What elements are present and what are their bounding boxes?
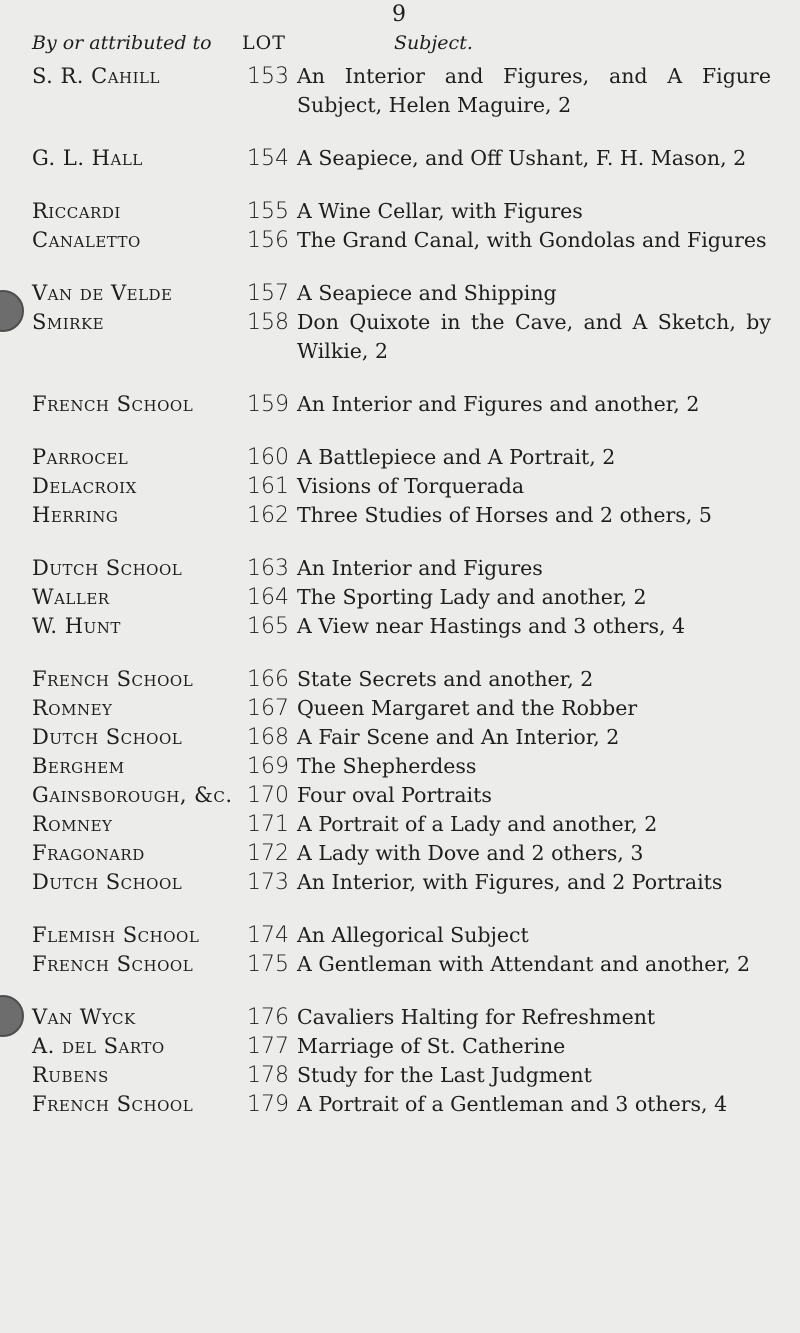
entry-artist: Delacroix (32, 474, 137, 498)
entry-subject: A Portrait of a Gentleman and 3 others, 4 (297, 1092, 728, 1116)
entry-artist: G. L. Hall (32, 146, 143, 170)
catalogue-entry (0, 839, 800, 868)
entry-artist: French School (32, 667, 194, 691)
entry-artist: Canaletto (32, 228, 141, 252)
catalogue-entries (0, 62, 800, 1119)
entry-artist: Fragonard (32, 841, 145, 865)
entry-lot-number: 173 (247, 870, 289, 895)
catalogue-entry (0, 197, 800, 226)
entry-artist: Waller (32, 585, 110, 609)
entry-artist: Romney (32, 812, 113, 836)
catalogue-entry (0, 501, 800, 530)
catalogue-entry (0, 612, 800, 641)
entry-lot-number: 163 (247, 556, 289, 581)
entry-lot-number: 174 (247, 923, 289, 948)
entry-lot-number: 172 (247, 841, 289, 866)
entry-subject: State Secrets and another, 2 (297, 667, 594, 691)
entry-lot-number: 165 (247, 614, 289, 639)
entry-artist: Dutch School (32, 556, 183, 580)
artist-column-header: By or attributed to (32, 32, 212, 54)
entry-subject: Visions of Torquerada (297, 474, 525, 498)
catalogue-entry (0, 308, 800, 366)
entry-subject: Study for the Last Judgment (297, 1063, 592, 1087)
entry-lot-number: 177 (247, 1034, 289, 1059)
entry-subject: A Seapiece, and Off Ushant, F. H. Mason, 2 (297, 146, 747, 170)
catalogue-entry (0, 723, 800, 752)
entry-artist: A. del Sarto (32, 1034, 165, 1058)
subject-column-header: Subject. (394, 32, 473, 54)
entry-subject: A Battlepiece and A Portrait, 2 (297, 445, 616, 469)
catalogue-entry (0, 279, 800, 308)
entry-subject: An Allegorical Subject (297, 923, 529, 947)
catalogue-entry (0, 868, 800, 897)
catalogue-entry (0, 950, 800, 979)
entry-subject: Queen Margaret and the Robber (297, 696, 638, 720)
entry-artist: Flemish School (32, 923, 200, 947)
entry-lot-number: 157 (247, 281, 289, 306)
entry-subject: A Fair Scene and An Interior, 2 (297, 725, 620, 749)
entry-lot-number: 156 (247, 228, 289, 253)
catalogue-entry (0, 1003, 800, 1032)
entry-lot-number: 154 (247, 146, 289, 171)
catalogue-entry (0, 472, 800, 501)
entry-artist: Smirke (32, 310, 105, 334)
entry-lot-number: 158 (247, 310, 289, 335)
catalogue-entry (0, 1061, 800, 1090)
entry-subject: An Interior and Figures (297, 556, 543, 580)
entry-lot-number: 153 (247, 64, 289, 89)
catalogue-entry (0, 752, 800, 781)
entry-lot-number: 179 (247, 1092, 289, 1117)
entry-subject: A Lady with Dove and 2 others, 3 (297, 841, 644, 865)
entry-subject: The Grand Canal, with Gondolas and Figures (297, 228, 767, 252)
catalogue-entry (0, 62, 800, 120)
entry-artist: Berghem (32, 754, 125, 778)
entry-artist: Gainsborough, &c. (32, 783, 233, 807)
entry-lot-number: 164 (247, 585, 289, 610)
entry-lot-number: 169 (247, 754, 289, 779)
entry-subject: An Interior and Figures and another, 2 (297, 392, 700, 416)
entry-artist: S. R. Cahill (32, 64, 160, 88)
entry-artist: Van Wyck (32, 1005, 136, 1029)
entry-lot-number: 167 (247, 696, 289, 721)
entry-artist: Riccardi (32, 199, 121, 223)
entry-subject: A Portrait of a Lady and another, 2 (297, 812, 658, 836)
entry-lot-number: 159 (247, 392, 289, 417)
catalogue-entry (0, 1032, 800, 1061)
entry-artist: Parrocel (32, 445, 129, 469)
entry-subject: An Interior and Figures, and A Figure Subject, Helen Maguire, 2 (297, 64, 771, 117)
entry-lot-number: 166 (247, 667, 289, 692)
entry-subject: Don Quixote in the Cave, and A Sketch, by Wilkie, 2 (297, 310, 771, 363)
catalogue-entry (0, 665, 800, 694)
entry-artist: Dutch School (32, 870, 183, 894)
entry-subject: A Wine Cellar, with Figures (297, 199, 583, 223)
catalogue-entry (0, 1090, 800, 1119)
entry-subject: An Interior, with Figures, and 2 Portraits (297, 870, 723, 894)
entry-subject: Marriage of St. Catherine (297, 1034, 566, 1058)
entry-artist: W. Hunt (32, 614, 121, 638)
entry-lot-number: 160 (247, 445, 289, 470)
entry-lot-number: 168 (247, 725, 289, 750)
entry-lot-number: 155 (247, 199, 289, 224)
entry-subject: Four oval Portraits (297, 783, 492, 807)
catalogue-entry (0, 144, 800, 173)
entry-lot-number: 178 (247, 1063, 289, 1088)
entry-artist: Rubens (32, 1063, 109, 1087)
entry-subject: The Sporting Lady and another, 2 (297, 585, 647, 609)
entry-subject: A Gentleman with Attendant and another, 2 (297, 952, 750, 976)
entry-artist: Romney (32, 696, 113, 720)
entry-lot-number: 171 (247, 812, 289, 837)
entry-lot-number: 175 (247, 952, 289, 977)
entry-subject: A View near Hastings and 3 others, 4 (297, 614, 686, 638)
catalogue-entry (0, 443, 800, 472)
entry-artist: French School (32, 392, 194, 416)
entry-subject: Cavaliers Halting for Refreshment (297, 1005, 656, 1029)
lot-column-header: LOT (242, 32, 286, 54)
catalogue-entry (0, 554, 800, 583)
catalogue-entry (0, 226, 800, 255)
catalogue-entry (0, 390, 800, 419)
entry-artist: Van de Velde (32, 281, 173, 305)
entry-subject: A Seapiece and Shipping (297, 281, 557, 305)
catalogue-entry (0, 694, 800, 723)
entry-subject: The Shepherdess (297, 754, 477, 778)
entry-artist: Dutch School (32, 725, 183, 749)
entry-lot-number: 176 (247, 1005, 289, 1030)
catalogue-entry (0, 583, 800, 612)
entry-artist: French School (32, 1092, 194, 1116)
entry-lot-number: 170 (247, 783, 289, 808)
entry-artist: French School (32, 952, 194, 976)
catalogue-entry (0, 810, 800, 839)
entry-subject: Three Studies of Horses and 2 others, 5 (297, 503, 712, 527)
entry-lot-number: 161 (247, 474, 289, 499)
catalogue-entry (0, 781, 800, 810)
entry-lot-number: 162 (247, 503, 289, 528)
page-number: 9 (392, 2, 406, 27)
entry-artist: Herring (32, 503, 119, 527)
catalogue-entry (0, 921, 800, 950)
